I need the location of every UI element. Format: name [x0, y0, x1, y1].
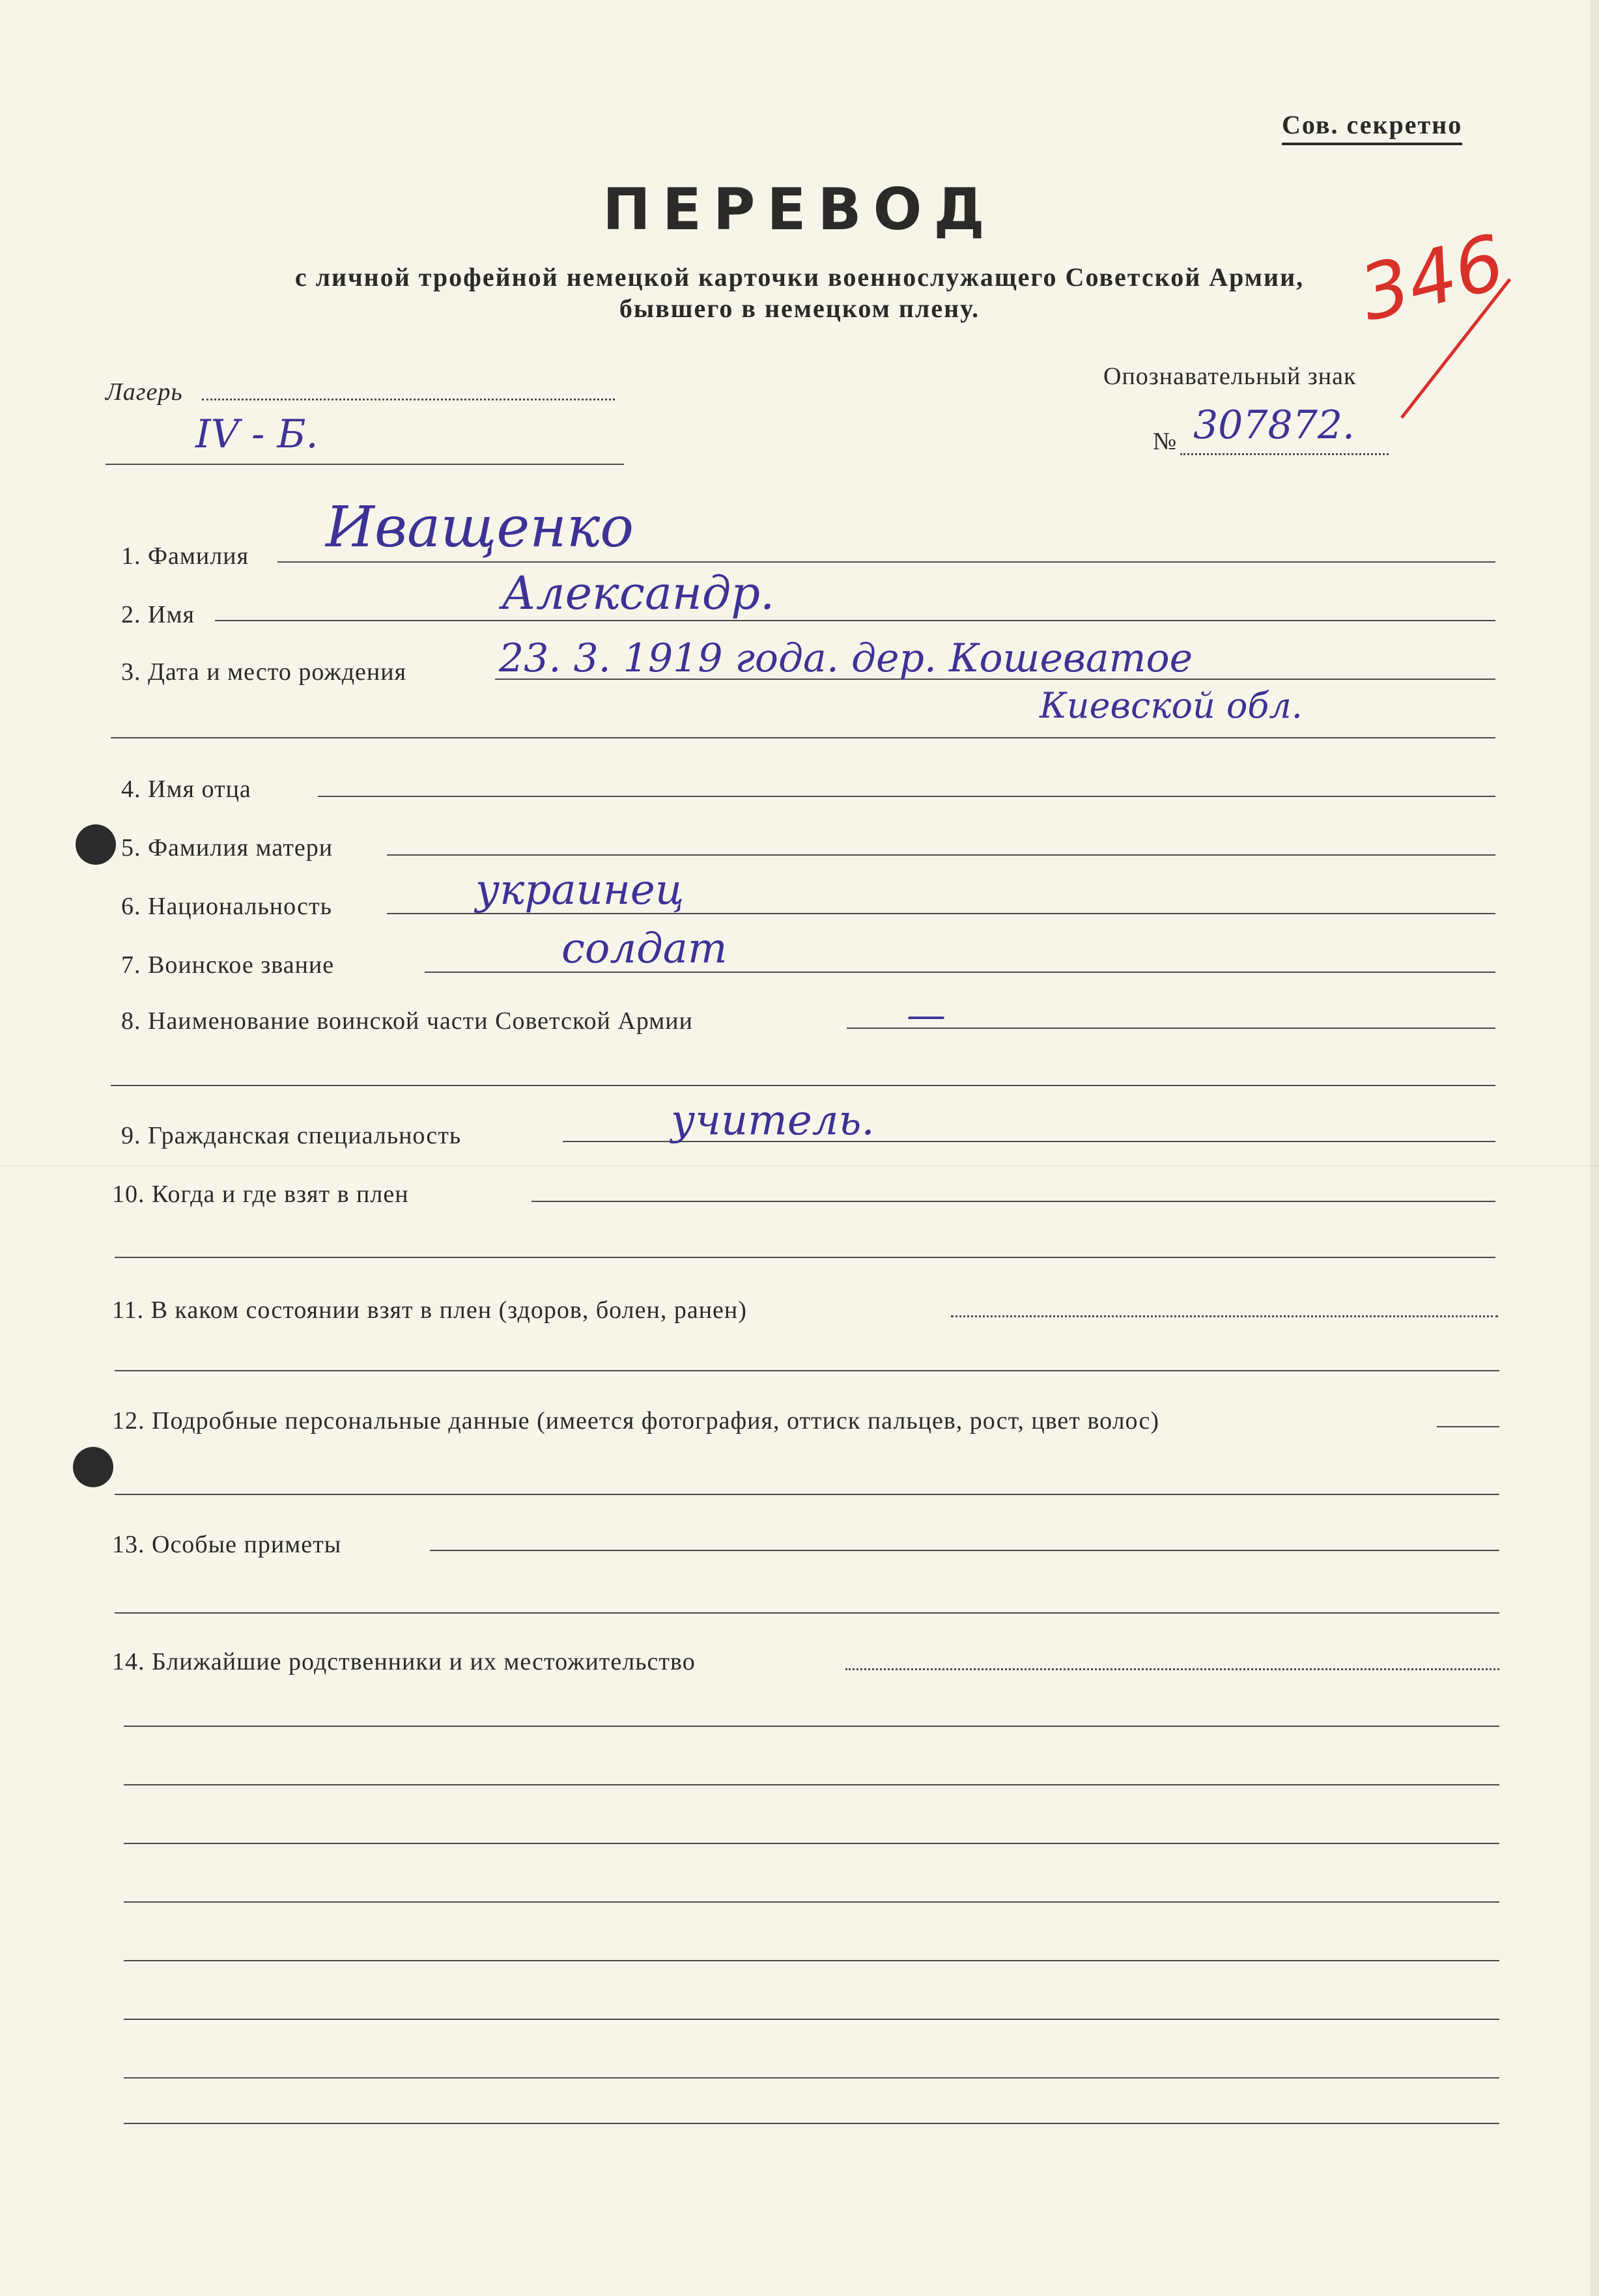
field-label-military-rank: 7. Воинское звание	[121, 951, 335, 979]
field-label-mother-surname: 5. Фамилия матери	[121, 834, 333, 861]
camp-dotted-line	[202, 399, 615, 400]
field-line-capture-condition	[951, 1315, 1498, 1317]
field-label-capture-condition: 11. В каком состоянии взят в плен (здоров, болен, ранен)	[112, 1296, 747, 1324]
field-line-capture-2	[115, 1257, 1495, 1258]
id-tag-dotted-line	[1180, 453, 1389, 455]
punch-hole-lower	[73, 1447, 113, 1487]
field-line-relatives-5	[124, 1901, 1499, 1903]
field-line-father-name	[318, 796, 1495, 797]
field-line-mother-surname	[387, 854, 1495, 856]
field-value-birth-place: Киевской обл.	[1040, 685, 1303, 726]
field-value-birth: 23. 3. 1919 года. дер. Кошеватое	[499, 636, 1193, 681]
field-line-military-unit-2	[111, 1085, 1495, 1086]
field-value-surname: Иващенко	[326, 495, 634, 560]
field-label-personal-data: 12. Подробные персональные данные (имеется фотография, оттиск пальцев, рост, цвет волос)	[112, 1407, 1159, 1435]
camp-label: Лагерь	[106, 378, 183, 406]
punch-hole-upper	[76, 824, 116, 865]
field-line-personal-data-2	[115, 1494, 1499, 1495]
field-value-civil-profession: учитель.	[671, 1097, 875, 1145]
document-subtitle-line1: с личной трофейной немецкой карточки военнослужащего Советской Армии,	[294, 262, 1305, 292]
field-line-surname	[277, 561, 1495, 563]
field-line-name	[215, 620, 1495, 621]
id-tag-value: 307872.	[1193, 402, 1355, 448]
field-label-military-unit: 8. Наименование воинской части Советской Армии	[121, 1007, 693, 1035]
field-line-relatives-9	[124, 2123, 1499, 2124]
field-line-relatives-6	[124, 1960, 1499, 1961]
paper-fold	[0, 1166, 1599, 1167]
camp-underline	[106, 464, 624, 465]
document-title: ПЕРЕВОД	[602, 176, 997, 243]
field-value-military-unit: —	[907, 992, 946, 1038]
field-value-military-rank: солдат	[561, 925, 728, 973]
field-value-name: Александр.	[502, 567, 775, 620]
field-line-relatives-4	[124, 1843, 1499, 1844]
field-label-relatives: 14. Ближайшие родственники и их местожительство	[112, 1648, 696, 1675]
red-archive-number: 346	[1351, 218, 1513, 339]
field-line-personal-data	[1437, 1426, 1499, 1427]
field-line-capture-condition-2	[115, 1370, 1499, 1371]
field-line-relatives-8	[124, 2077, 1499, 2079]
field-line-relatives-2	[124, 1726, 1499, 1727]
field-line-birth-2	[111, 737, 1495, 738]
field-label-birth: 3. Дата и место рождения	[121, 658, 407, 686]
field-line-relatives-7	[124, 2019, 1499, 2020]
field-label-father-name: 4. Имя отца	[121, 776, 251, 803]
field-label-capture: 10. Когда и где взят в плен	[112, 1181, 409, 1208]
id-tag-number-sign: №	[1153, 428, 1178, 455]
field-label-civil-profession: 9. Гражданская специальность	[121, 1122, 462, 1149]
paper-edge	[1590, 0, 1599, 2296]
id-tag-label: Опознавательный знак	[1103, 363, 1357, 390]
field-line-relatives-3	[124, 1784, 1499, 1785]
camp-value: IV - Б.	[195, 412, 318, 457]
field-line-capture	[531, 1201, 1495, 1202]
field-line-special-marks-2	[115, 1612, 1499, 1614]
field-line-special-marks	[430, 1550, 1499, 1551]
field-label-name: 2. Имя	[121, 601, 195, 628]
classification-mark: Сов. секретно	[1282, 109, 1462, 145]
field-line-relatives	[845, 1668, 1499, 1670]
field-value-nationality: украинец	[475, 866, 685, 914]
field-label-special-marks: 13. Особые приметы	[112, 1531, 342, 1558]
field-label-surname: 1. Фамилия	[121, 542, 249, 570]
document-subtitle-line2: бывшего в немецком плену.	[619, 294, 980, 323]
field-label-nationality: 6. Национальность	[121, 893, 332, 920]
